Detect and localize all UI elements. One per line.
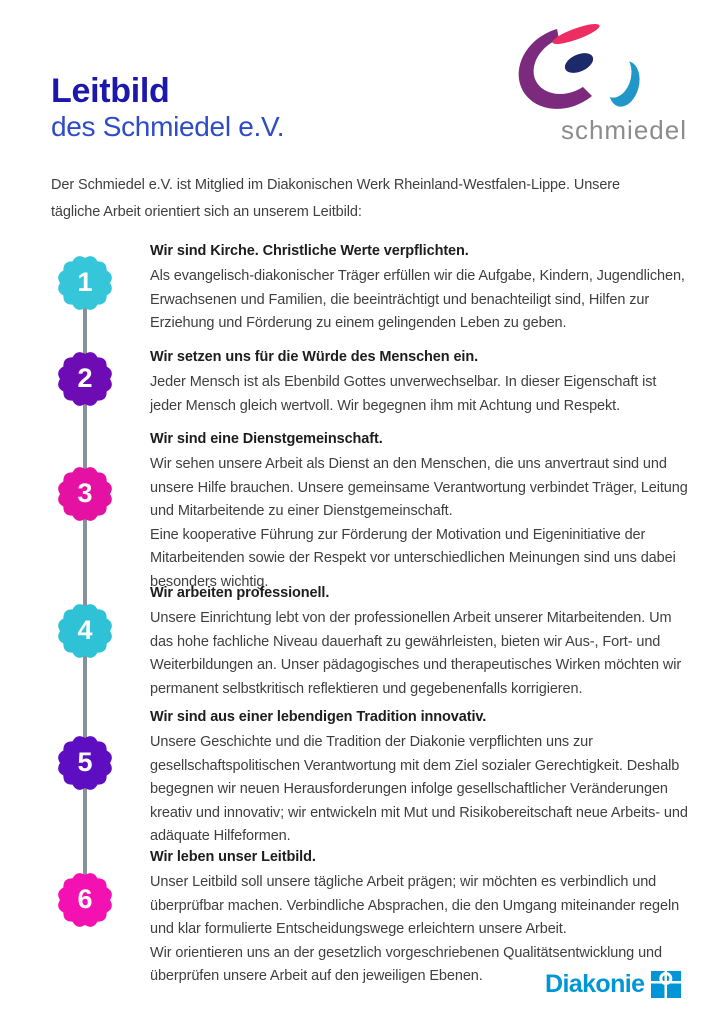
section-body: Eine kooperative Führung zur Förderung der Motivation und Eigeninitiative der Mitarbeitenden sowie der Respekt vor unterschiedlichen Meinungen sind uns dabei besonders wichtig. <box>150 526 676 590</box>
section-heading: Wir leben unser Leitbild. <box>150 849 316 865</box>
badge-number: 1 <box>77 267 93 297</box>
section-heading: Wir sind eine Dienstgemeinschaft. <box>150 431 383 447</box>
section-heading: Wir setzen uns für die Würde des Menschen ein. <box>150 349 479 365</box>
section-body: Wir sehen unsere Arbeit als Dienst an den Menschen, die uns anvertraut sind und unsere Hilfe brauchen. Unsere gemeinsame Verantwortung verbindet Träger, Leitung und Mitarbeitende zu einer Dienstgemeinschaft. <box>150 456 688 519</box>
timeline-badge-2 <box>55 349 115 409</box>
section-body: Unsere Einrichtung lebt von der professionellen Arbeit unserer Mitarbeitenden. Um das hohe fachliche Niveau dauerhaft zu gewährleisten, bieten wir Aus-, Fort- und Weiterbildungen an. Unser pädagogisches und therapeutisches Wirken möchten wir permanent selbstkritisch reflektieren und gegebenenfalls korrigieren. <box>150 610 682 697</box>
leitbild-section-5 <box>150 708 688 849</box>
timeline-badge-6 <box>55 870 115 930</box>
schmiedel-logo <box>505 20 687 150</box>
timeline-badge-3 <box>55 464 115 524</box>
kronenkreuz-icon <box>651 971 681 998</box>
section-body: Als evangelisch-diakonischer Träger erfüllen wir die Aufgabe, Kindern, Jugendlichen, Erwachsenen und Familien, die beeinträchtigt und benachteiligt sind, Hilfen zur Erziehung und Förderung zu einem gelingenden Leben zu geben. <box>150 268 685 331</box>
badge-number: 5 <box>77 747 93 777</box>
section-heading: Wir sind Kirche. Christliche Werte verpflichten. <box>150 243 469 259</box>
page-subtitle: des Schmiedel e.V. <box>51 111 285 142</box>
section-body: Wir orientieren uns an der gesetzlich vorgeschriebenen Qualitätsentwicklung und überprüfen unsere Arbeit auf den jeweiligen Ebenen. <box>150 944 662 984</box>
section-body: Jeder Mensch ist als Ebenbild Gottes unverwechselbar. In dieser Eigenschaft ist jeder Mensch gleich wertvoll. Wir begegnen ihm mit Achtung und Respekt. <box>150 374 657 414</box>
section-heading: Wir arbeiten professionell. <box>150 585 330 601</box>
diakonie-logo <box>545 970 681 999</box>
timeline-badge-5 <box>55 733 115 793</box>
title-block <box>51 72 284 144</box>
leitbild-section-4 <box>150 584 688 701</box>
timeline-badge-4 <box>55 601 115 661</box>
badge-number: 2 <box>77 363 93 393</box>
section-body: Unsere Geschichte und die Tradition der Diakonie verpflichten uns zur gesellschaftspolitischen Verantwortung mit dem Ziel sozialer Gerechtigkeit. Deshalb begegnen wir neuen Herausforderungen infolge gesellschaftlicher Veränderungen kreativ und innovativ; wir entwickeln mit Mut und Risikobereitschaft neue Arbeits- und adäquate Hilfeformen. <box>150 734 688 844</box>
intro-text: Der Schmiedel e.V. ist Mitglied im Diakonischen Werk Rheinland-Westfalen-Lippe. Unsere tägliche Arbeit orientiert sich an unserem Leitbild: <box>51 177 620 220</box>
page-title: Leitbild <box>51 72 170 110</box>
leitbild-section-6 <box>150 848 688 989</box>
timeline-badge-1 <box>55 253 115 313</box>
badge-number: 4 <box>77 615 93 645</box>
leitbild-section-3 <box>150 430 688 594</box>
section-body: Unser Leitbild soll unsere tägliche Arbeit prägen; wir möchten es verbindlich und überprüfbar machen. Verbindliche Absprachen, die den Umgang miteinander regeln und klar formulierte Entscheidungswege erleichtern unsere Arbeit. <box>150 874 680 937</box>
badge-number: 6 <box>77 884 93 914</box>
leitbild-section-2 <box>150 348 688 418</box>
diakonie-wordmark: Diakonie <box>545 970 645 998</box>
section-heading: Wir sind aus einer lebendigen Tradition innovativ. <box>150 709 487 725</box>
schmiedel-wordmark: schmiedel <box>560 115 687 145</box>
leitbild-section-1 <box>150 242 688 336</box>
badge-number: 3 <box>77 478 93 508</box>
